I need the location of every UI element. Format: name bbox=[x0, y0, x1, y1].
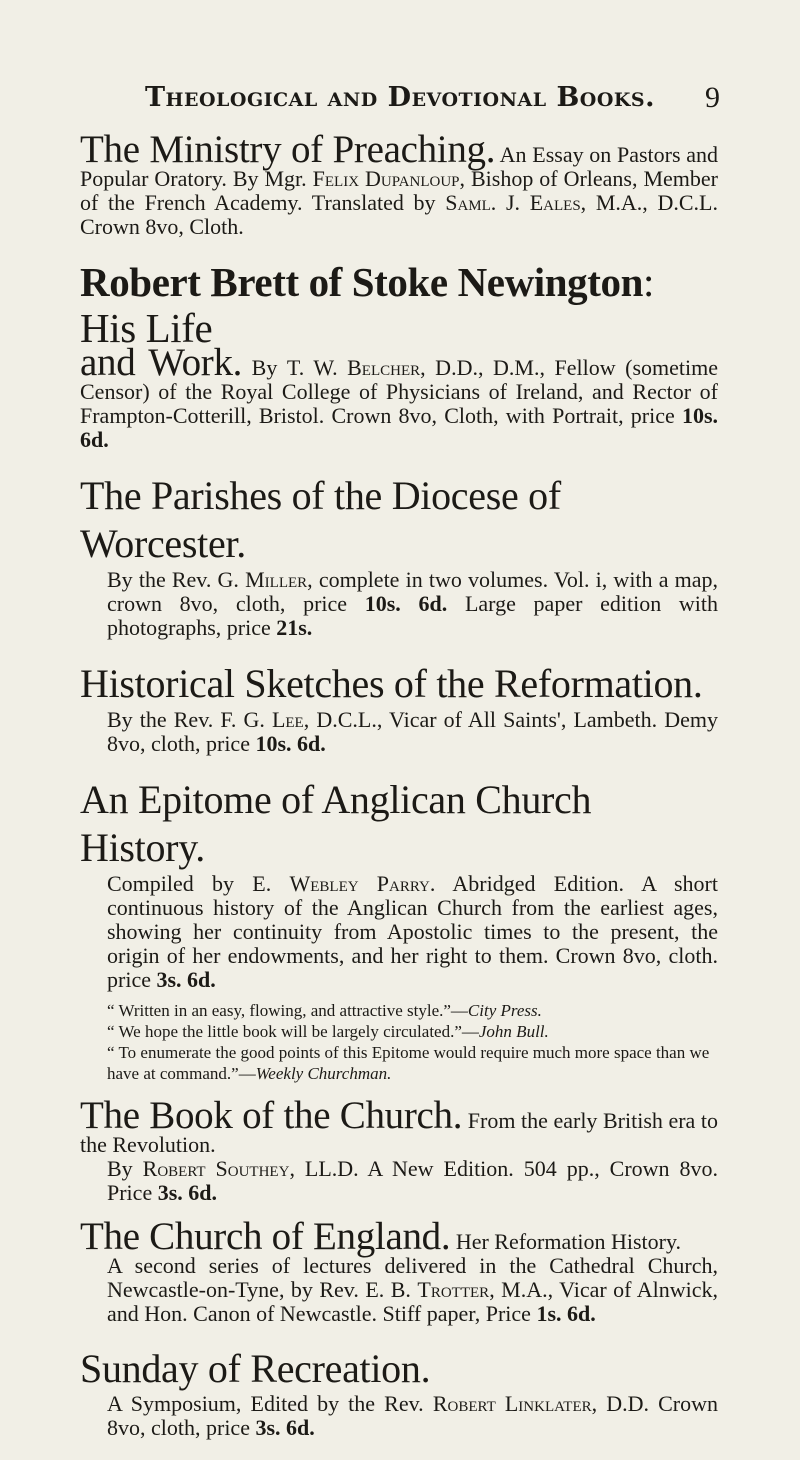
book-price: 10s. 6d. bbox=[80, 403, 718, 452]
book-price: 3s. 6d. bbox=[156, 967, 216, 992]
book-title: Robert Brett of Stoke Newington bbox=[80, 259, 644, 305]
book-details: , M.A., D.C.L. Crown 8vo, Cloth. bbox=[80, 190, 718, 239]
book-title: The Ministry of Preaching. bbox=[80, 128, 496, 171]
book-details: , D.D. Crown 8vo, cloth, price bbox=[107, 1391, 719, 1440]
book-description: . Abridged Edition. A short continuous history of the Anglican Church from the earliest ages, showing her continuity from Apostolic times to the present, the origin of her endowments, and her right to them. Crown 8vo, cloth. price bbox=[107, 871, 718, 992]
book-large-paper: Large paper edition with photographs, price bbox=[107, 591, 719, 640]
review-john-bull bbox=[107, 1021, 718, 1042]
book-entry-sunday-of-recreation bbox=[80, 1346, 718, 1440]
book-title: Historical Sketches of the Reformation. bbox=[80, 661, 703, 706]
book-subtitle: Her Reformation History. bbox=[455, 1229, 682, 1254]
book-price: 3s. 6d. bbox=[157, 1180, 217, 1205]
book-price: 10s. 6d. bbox=[364, 591, 448, 616]
book-description: , D.C.L., Vicar of All Saints', Lambeth. Demy 8vo, cloth, price bbox=[107, 707, 719, 756]
book-title: An Epitome of Anglican Church History. bbox=[80, 777, 592, 870]
review-source: City Press. bbox=[467, 1001, 542, 1020]
book-author: Webley Parry bbox=[289, 871, 430, 896]
book-details: , M.A., Vicar of Alnwick, and Hon. Canon of Newcastle. Stiff paper, Price bbox=[107, 1277, 719, 1326]
book-entry-ministry-of-preaching bbox=[80, 128, 718, 239]
book-author: Felix Dupanloup bbox=[312, 166, 460, 191]
book-title-separator: : His Life bbox=[80, 259, 655, 351]
book-description: A second series of lectures delivered in the Cathedral Church, Newcastle-on-Tyne, by Rev. E. B. bbox=[107, 1253, 718, 1302]
book-title: The Book of the Church. bbox=[80, 1094, 463, 1137]
book-author: Trotter bbox=[417, 1277, 490, 1302]
book-list bbox=[80, 128, 719, 1460]
book-by: By bbox=[251, 355, 278, 380]
book-author: T. W. Belcher bbox=[286, 355, 421, 380]
book-description: , complete in two volumes. Vol. i, with a map, crown 8vo, cloth, price bbox=[107, 567, 719, 616]
book-entry-parishes-worcester bbox=[80, 472, 718, 640]
book-by: By the Rev. F. G. bbox=[107, 707, 265, 732]
book-author: Robert Linklater bbox=[432, 1391, 592, 1416]
review-source: Weekly Churchman. bbox=[255, 1064, 392, 1083]
book-description: , Bishop of Orleans, Member of the French Academy. Translated by bbox=[80, 166, 718, 215]
book-price: 1s. 6d. bbox=[536, 1301, 596, 1326]
review-quote: “ Written in an easy, flowing, and attractive style.”— bbox=[107, 1001, 468, 1020]
book-by: Compiled by E. bbox=[107, 871, 272, 896]
press-reviews bbox=[107, 1000, 718, 1084]
book-author: Lee bbox=[271, 707, 304, 732]
book-price-large-paper: 21s. bbox=[276, 615, 313, 640]
book-translator: Saml. J. Eales bbox=[445, 190, 581, 215]
review-quote: “ To enumerate the good points of this Epitome would require much more space than we have at command.”— bbox=[107, 1043, 710, 1083]
book-by: By bbox=[107, 1156, 133, 1181]
book-entry-anglican-epitome bbox=[80, 776, 718, 1084]
review-quote: “ We hope the little book will be largely circulated.”— bbox=[107, 1022, 479, 1041]
page-number: 9 bbox=[705, 81, 720, 114]
book-price: 10s. 6d. bbox=[255, 731, 326, 756]
review-city-press bbox=[107, 1000, 718, 1021]
book-title: Sunday of Recreation. bbox=[80, 1346, 431, 1391]
book-subtitle: An Essay on Pastors and Popular Oratory. By Mgr. bbox=[80, 142, 718, 191]
book-entry-book-of-the-church bbox=[80, 1094, 718, 1205]
book-entry-church-of-england bbox=[80, 1215, 719, 1326]
book-price: 3s. 6d. bbox=[255, 1415, 315, 1440]
book-description: A Symposium, Edited by the Rev. bbox=[107, 1391, 424, 1416]
book-author: Miller bbox=[245, 567, 308, 592]
review-weekly-churchman bbox=[107, 1042, 718, 1084]
book-entry-historical-sketches bbox=[80, 660, 718, 756]
book-title-continued: and Work. bbox=[80, 341, 243, 384]
book-subtitle: From the early British era to the Revolution. bbox=[80, 1108, 718, 1157]
running-head bbox=[80, 0, 720, 114]
book-entry-robert-brett bbox=[80, 259, 718, 452]
book-author: Robert Southey bbox=[142, 1156, 290, 1181]
book-description: , LL.D. A New Edition. 504 pp., Crown 8vo. Price bbox=[107, 1156, 718, 1205]
book-description: , D.D., D.M., Fellow (sometime Censor) of the Royal College of Physicians of Ireland, and Rector of Frampton-Cotterill, Bristol. Crown 8vo, Cloth, with Portrait, price bbox=[80, 355, 718, 428]
running-title: Theological and Devotional Books. bbox=[144, 82, 656, 113]
review-source: John Bull. bbox=[478, 1022, 549, 1041]
book-title: The Parishes of the Diocese of Worcester. bbox=[80, 473, 561, 566]
book-title: The Church of England. bbox=[80, 1215, 451, 1258]
book-by: By the Rev. G. bbox=[107, 567, 239, 592]
